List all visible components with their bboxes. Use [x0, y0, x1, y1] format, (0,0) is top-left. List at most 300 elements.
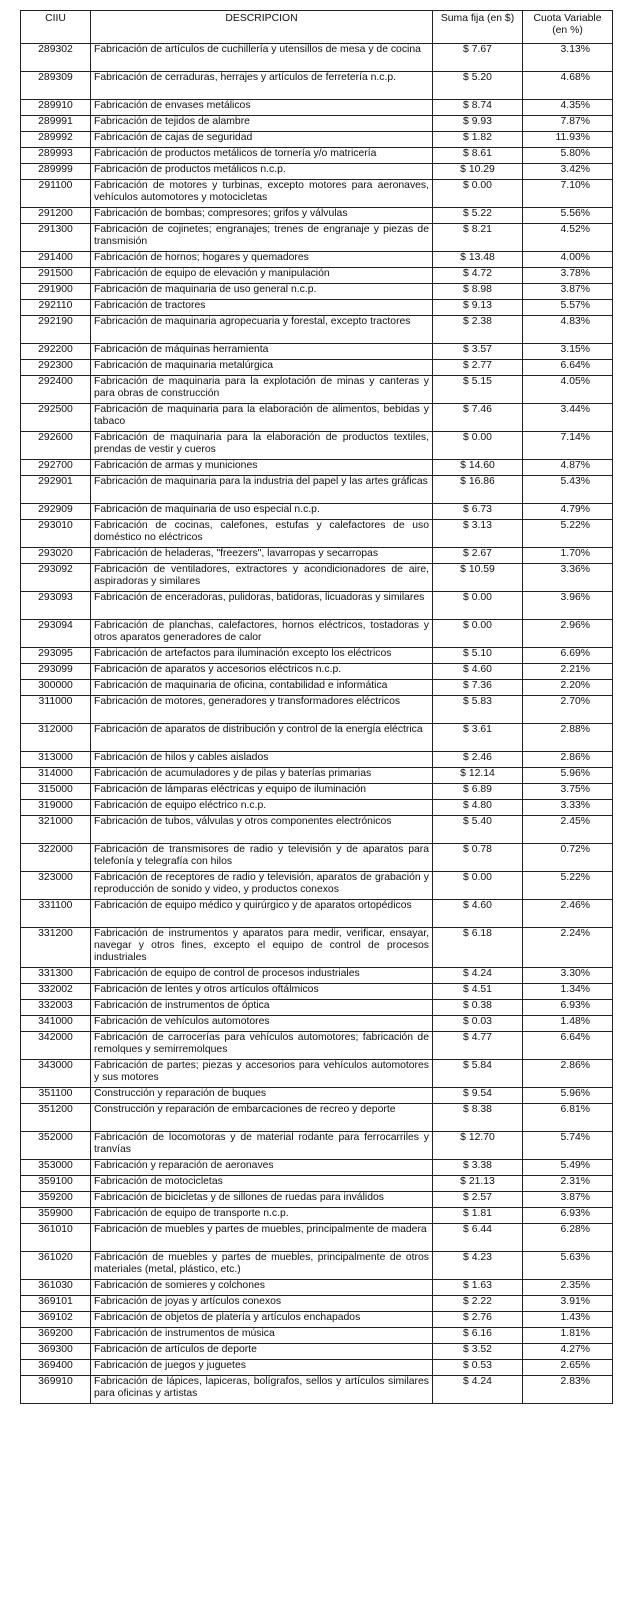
- suma-fija-cell: $ 0.00: [433, 872, 523, 900]
- cuota-variable-cell: 3.44%: [523, 404, 613, 432]
- table-row: [21, 376, 613, 404]
- suma-fija-cell: $ 0.00: [433, 432, 523, 460]
- description-cell: Fabricación de muebles y partes de muebles, principalmente de madera: [91, 1224, 433, 1252]
- cuota-variable-cell: 1.34%: [523, 984, 613, 1000]
- ciiu-cell: 311000: [21, 696, 91, 724]
- table-row: [21, 148, 613, 164]
- ciiu-cell: 293020: [21, 548, 91, 564]
- cuota-variable-cell: 6.28%: [523, 1224, 613, 1252]
- table-row: [21, 284, 613, 300]
- suma-fija-cell: $ 4.23: [433, 1252, 523, 1280]
- description-cell: Fabricación de cajas de seguridad: [91, 132, 433, 148]
- description-cell: Fabricación de envases metálicos: [91, 100, 433, 116]
- suma-fija-cell: $ 4.72: [433, 268, 523, 284]
- description-cell: Fabricación de instrumentos y aparatos para medir, verificar, ensayar, navegar y otros fines, excepto el equipo de control de procesos industriales: [91, 928, 433, 968]
- ciiu-cell: 331100: [21, 900, 91, 928]
- suma-fija-cell: $ 0.00: [433, 180, 523, 208]
- suma-fija-cell: $ 4.60: [433, 900, 523, 928]
- table-row: [21, 844, 613, 872]
- table-row: [21, 316, 613, 344]
- suma-fija-cell: $ 1.81: [433, 1208, 523, 1224]
- description-cell: Fabricación de bicicletas y de sillones de ruedas para inválidos: [91, 1192, 433, 1208]
- ciiu-cell: 292700: [21, 460, 91, 476]
- ciiu-cell: 300000: [21, 680, 91, 696]
- description-cell: Fabricación de equipo médico y quirúrgico y de aparatos ortopédicos: [91, 900, 433, 928]
- cuota-variable-cell: 4.87%: [523, 460, 613, 476]
- table-row: [21, 164, 613, 180]
- description-cell: Fabricación de maquinaria para la elaboración de alimentos, bebidas y tabaco: [91, 404, 433, 432]
- ciiu-cell: 292400: [21, 376, 91, 404]
- description-cell: Fabricación de ventiladores, extractores y acondicionadores de aire, aspiradoras y similares: [91, 564, 433, 592]
- cuota-variable-cell: 2.21%: [523, 664, 613, 680]
- table-row: [21, 1360, 613, 1376]
- ciiu-cell: 312000: [21, 724, 91, 752]
- ciiu-cell: 321000: [21, 816, 91, 844]
- header-suma-fija: Suma fija (en $): [433, 11, 523, 44]
- table-row: [21, 132, 613, 148]
- suma-fija-cell: $ 8.38: [433, 1104, 523, 1132]
- ciiu-cell: 289991: [21, 116, 91, 132]
- table-row: [21, 1016, 613, 1032]
- suma-fija-cell: $ 21.13: [433, 1176, 523, 1192]
- table-row: [21, 460, 613, 476]
- ciiu-cell: 292901: [21, 476, 91, 504]
- header-cuota-variable: Cuota Variable (en %): [523, 11, 613, 44]
- cuota-variable-cell: 5.80%: [523, 148, 613, 164]
- suma-fija-cell: $ 0.03: [433, 1016, 523, 1032]
- description-cell: Fabricación de muebles y partes de muebles, principalmente de otros materiales (metal, plástico, etc.): [91, 1252, 433, 1280]
- ciiu-cell: 291100: [21, 180, 91, 208]
- ciiu-cell: 351200: [21, 1104, 91, 1132]
- table-row: [21, 1376, 613, 1404]
- description-cell: Fabricación de lámparas eléctricas y equipo de iluminación: [91, 784, 433, 800]
- table-row: [21, 592, 613, 620]
- cuota-variable-cell: 3.33%: [523, 800, 613, 816]
- description-cell: Fabricación de hilos y cables aislados: [91, 752, 433, 768]
- description-cell: Fabricación de bombas; compresores; grifos y válvulas: [91, 208, 433, 224]
- ciiu-cell: 292600: [21, 432, 91, 460]
- cuota-variable-cell: 7.14%: [523, 432, 613, 460]
- suma-fija-cell: $ 10.29: [433, 164, 523, 180]
- cuota-variable-cell: 5.96%: [523, 1088, 613, 1104]
- header-descripcion: DESCRIPCION: [91, 11, 433, 44]
- ciiu-cell: 341000: [21, 1016, 91, 1032]
- cuota-variable-cell: 5.74%: [523, 1132, 613, 1160]
- cuota-variable-cell: 3.78%: [523, 268, 613, 284]
- cuota-variable-cell: 2.86%: [523, 752, 613, 768]
- table-row: [21, 1224, 613, 1252]
- cuota-variable-cell: 3.75%: [523, 784, 613, 800]
- description-cell: Fabricación de artefactos para iluminación excepto los eléctricos: [91, 648, 433, 664]
- suma-fija-cell: $ 5.22: [433, 208, 523, 224]
- suma-fija-cell: $ 2.22: [433, 1296, 523, 1312]
- ciiu-cell: 331200: [21, 928, 91, 968]
- suma-fija-cell: $ 5.84: [433, 1060, 523, 1088]
- suma-fija-cell: $ 9.13: [433, 300, 523, 316]
- description-cell: Fabricación de motocicletas: [91, 1176, 433, 1192]
- ciiu-cell: 292909: [21, 504, 91, 520]
- cuota-variable-cell: 5.63%: [523, 1252, 613, 1280]
- description-cell: Fabricación de equipo eléctrico n.c.p.: [91, 800, 433, 816]
- ciiu-cell: 369400: [21, 1360, 91, 1376]
- suma-fija-cell: $ 6.73: [433, 504, 523, 520]
- ciiu-cell: 315000: [21, 784, 91, 800]
- suma-fija-cell: $ 4.77: [433, 1032, 523, 1060]
- table-row: [21, 360, 613, 376]
- cuota-variable-cell: 4.52%: [523, 224, 613, 252]
- table-body: [21, 44, 613, 1404]
- description-cell: Fabricación de joyas y artículos conexos: [91, 1296, 433, 1312]
- ciiu-cell: 289910: [21, 100, 91, 116]
- ciiu-cell: 291900: [21, 284, 91, 300]
- ciiu-cell: 293092: [21, 564, 91, 592]
- ciiu-cell: 292200: [21, 344, 91, 360]
- suma-fija-cell: $ 6.16: [433, 1328, 523, 1344]
- ciiu-cell: 293093: [21, 592, 91, 620]
- ciiu-cell: 359200: [21, 1192, 91, 1208]
- description-cell: Fabricación de motores, generadores y transformadores eléctricos: [91, 696, 433, 724]
- description-cell: Fabricación de lápices, lapiceras, bolígrafos, sellos y artículos similares para oficinas y artistas: [91, 1376, 433, 1404]
- suma-fija-cell: $ 0.00: [433, 592, 523, 620]
- description-cell: Fabricación de máquinas herramienta: [91, 344, 433, 360]
- description-cell: Fabricación de cocinas, calefones, estufas y calefactores de uso doméstico no eléctricos: [91, 520, 433, 548]
- cuota-variable-cell: 6.69%: [523, 648, 613, 664]
- ciiu-cell: 369102: [21, 1312, 91, 1328]
- cuota-variable-cell: 3.96%: [523, 592, 613, 620]
- table-row: [21, 1192, 613, 1208]
- description-cell: Fabricación de maquinaria para la industria del papel y las artes gráficas: [91, 476, 433, 504]
- cuota-variable-cell: 5.22%: [523, 872, 613, 900]
- ciiu-cell: 289993: [21, 148, 91, 164]
- suma-fija-cell: $ 5.40: [433, 816, 523, 844]
- suma-fija-cell: $ 10.59: [433, 564, 523, 592]
- cuota-variable-cell: 4.00%: [523, 252, 613, 268]
- cuota-variable-cell: 4.83%: [523, 316, 613, 344]
- description-cell: Fabricación de lentes y otros artículos oftálmicos: [91, 984, 433, 1000]
- cuota-variable-cell: 3.42%: [523, 164, 613, 180]
- table-row: [21, 180, 613, 208]
- description-cell: Fabricación de instrumentos de música: [91, 1328, 433, 1344]
- description-cell: Fabricación de maquinaria de oficina, contabilidad e informática: [91, 680, 433, 696]
- description-cell: Fabricación de hornos; hogares y quemadores: [91, 252, 433, 268]
- cuota-variable-cell: 3.36%: [523, 564, 613, 592]
- suma-fija-cell: $ 5.10: [433, 648, 523, 664]
- ciiu-cell: 292190: [21, 316, 91, 344]
- ciiu-cell: 359900: [21, 1208, 91, 1224]
- suma-fija-cell: $ 3.13: [433, 520, 523, 548]
- table-row: [21, 252, 613, 268]
- suma-fija-cell: $ 4.60: [433, 664, 523, 680]
- description-cell: Fabricación de maquinaria agropecuaria y forestal, excepto tractores: [91, 316, 433, 344]
- header-ciiu: CIIU: [21, 11, 91, 44]
- suma-fija-cell: $ 16.86: [433, 476, 523, 504]
- table-row: [21, 1160, 613, 1176]
- description-cell: Fabricación de enceradoras, pulidoras, batidoras, licuadoras y similares: [91, 592, 433, 620]
- table-row: [21, 1296, 613, 1312]
- suma-fija-cell: $ 13.48: [433, 252, 523, 268]
- cuota-variable-cell: 11.93%: [523, 132, 613, 148]
- description-cell: Fabricación de armas y municiones: [91, 460, 433, 476]
- table-row: [21, 620, 613, 648]
- description-cell: Fabricación de receptores de radio y televisión, aparatos de grabación y reproducción de sonido y video, y productos conexos: [91, 872, 433, 900]
- cuota-variable-cell: 2.31%: [523, 1176, 613, 1192]
- suma-fija-cell: $ 1.63: [433, 1280, 523, 1296]
- ciiu-cell: 289992: [21, 132, 91, 148]
- cuota-variable-cell: 2.24%: [523, 928, 613, 968]
- suma-fija-cell: $ 14.60: [433, 460, 523, 476]
- table-row: [21, 1104, 613, 1132]
- cuota-variable-cell: 2.83%: [523, 1376, 613, 1404]
- ciiu-cell: 319000: [21, 800, 91, 816]
- ciiu-cell: 293099: [21, 664, 91, 680]
- ciiu-cell: 293010: [21, 520, 91, 548]
- description-cell: Fabricación de locomotoras y de material rodante para ferrocarriles y tranvías: [91, 1132, 433, 1160]
- suma-fija-cell: $ 12.14: [433, 768, 523, 784]
- description-cell: Fabricación de maquinaria de uso general n.c.p.: [91, 284, 433, 300]
- table-row: [21, 432, 613, 460]
- cuota-variable-cell: 0.72%: [523, 844, 613, 872]
- table-row: [21, 1032, 613, 1060]
- table-row: [21, 1132, 613, 1160]
- cuota-variable-cell: 5.22%: [523, 520, 613, 548]
- suma-fija-cell: $ 4.51: [433, 984, 523, 1000]
- table-row: [21, 900, 613, 928]
- table-row: [21, 116, 613, 132]
- tariff-table-page: [20, 10, 612, 1404]
- suma-fija-cell: $ 5.15: [433, 376, 523, 404]
- suma-fija-cell: $ 7.67: [433, 44, 523, 72]
- description-cell: Fabricación de partes; piezas y accesorios para vehículos automotores y sus motores: [91, 1060, 433, 1088]
- cuota-variable-cell: 5.57%: [523, 300, 613, 316]
- description-cell: Fabricación de cerraduras, herrajes y artículos de ferretería n.c.p.: [91, 72, 433, 100]
- suma-fija-cell: $ 5.83: [433, 696, 523, 724]
- table-row: [21, 1344, 613, 1360]
- cuota-variable-cell: 5.96%: [523, 768, 613, 784]
- description-cell: Fabricación de motores y turbinas, excepto motores para aeronaves, vehículos automotores y motocicletas: [91, 180, 433, 208]
- table-row: [21, 680, 613, 696]
- description-cell: Fabricación de maquinaria para la elaboración de productos textiles, prendas de vestir y cueros: [91, 432, 433, 460]
- table-row: [21, 1088, 613, 1104]
- ciiu-cell: 361010: [21, 1224, 91, 1252]
- description-cell: Fabricación de heladeras, "freezers", lavarropas y secarropas: [91, 548, 433, 564]
- table-row: [21, 44, 613, 72]
- table-row: [21, 648, 613, 664]
- ciiu-cell: 289999: [21, 164, 91, 180]
- description-cell: Fabricación de artículos de deporte: [91, 1344, 433, 1360]
- suma-fija-cell: $ 9.54: [433, 1088, 523, 1104]
- description-cell: Fabricación de juegos y juguetes: [91, 1360, 433, 1376]
- table-row: [21, 1176, 613, 1192]
- suma-fija-cell: $ 0.53: [433, 1360, 523, 1376]
- ciiu-cell: 369910: [21, 1376, 91, 1404]
- table-row: [21, 404, 613, 432]
- description-cell: Construcción y reparación de embarcaciones de recreo y deporte: [91, 1104, 433, 1132]
- cuota-variable-cell: 7.87%: [523, 116, 613, 132]
- cuota-variable-cell: 2.35%: [523, 1280, 613, 1296]
- cuota-variable-cell: 6.93%: [523, 1000, 613, 1016]
- table-row: [21, 1312, 613, 1328]
- ciiu-cell: 359100: [21, 1176, 91, 1192]
- table-row: [21, 504, 613, 520]
- cuota-variable-cell: 2.96%: [523, 620, 613, 648]
- description-cell: Fabricación de equipo de transporte n.c.p.: [91, 1208, 433, 1224]
- cuota-variable-cell: 6.64%: [523, 360, 613, 376]
- ciiu-cell: 351100: [21, 1088, 91, 1104]
- description-cell: Fabricación de aparatos de distribución y control de la energía eléctrica: [91, 724, 433, 752]
- description-cell: Fabricación de acumuladores y de pilas y baterías primarias: [91, 768, 433, 784]
- description-cell: Fabricación de maquinaria para la explotación de minas y canteras y para obras de construcción: [91, 376, 433, 404]
- description-cell: Fabricación de planchas, calefactores, hornos eléctricos, tostadoras y otros aparatos generadores de calor: [91, 620, 433, 648]
- ciiu-cell: 291300: [21, 224, 91, 252]
- suma-fija-cell: $ 0.00: [433, 620, 523, 648]
- ciiu-cell: 322000: [21, 844, 91, 872]
- description-cell: Fabricación de vehículos automotores: [91, 1016, 433, 1032]
- suma-fija-cell: $ 8.21: [433, 224, 523, 252]
- ciiu-cell: 369200: [21, 1328, 91, 1344]
- cuota-variable-cell: 6.93%: [523, 1208, 613, 1224]
- description-cell: Fabricación de somieres y colchones: [91, 1280, 433, 1296]
- cuota-variable-cell: 4.35%: [523, 100, 613, 116]
- table-row: [21, 1252, 613, 1280]
- description-cell: Fabricación de equipo de control de procesos industriales: [91, 968, 433, 984]
- table-row: [21, 268, 613, 284]
- ciiu-tariff-table: [20, 10, 613, 1404]
- ciiu-cell: 293095: [21, 648, 91, 664]
- suma-fija-cell: $ 3.57: [433, 344, 523, 360]
- ciiu-cell: 352000: [21, 1132, 91, 1160]
- cuota-variable-cell: 3.30%: [523, 968, 613, 984]
- description-cell: Fabricación de tubos, válvulas y otros componentes electrónicos: [91, 816, 433, 844]
- cuota-variable-cell: 3.13%: [523, 44, 613, 72]
- table-row: [21, 928, 613, 968]
- suma-fija-cell: $ 4.80: [433, 800, 523, 816]
- cuota-variable-cell: 5.43%: [523, 476, 613, 504]
- cuota-variable-cell: 6.81%: [523, 1104, 613, 1132]
- table-row: [21, 696, 613, 724]
- cuota-variable-cell: 2.20%: [523, 680, 613, 696]
- description-cell: Fabricación de productos metálicos n.c.p.: [91, 164, 433, 180]
- table-row: [21, 208, 613, 224]
- cuota-variable-cell: 3.87%: [523, 284, 613, 300]
- table-row: [21, 476, 613, 504]
- table-row: [21, 1000, 613, 1016]
- table-row: [21, 752, 613, 768]
- ciiu-cell: 289302: [21, 44, 91, 72]
- table-row: [21, 564, 613, 592]
- cuota-variable-cell: 4.79%: [523, 504, 613, 520]
- header-row: [21, 11, 613, 44]
- cuota-variable-cell: 3.15%: [523, 344, 613, 360]
- ciiu-cell: 353000: [21, 1160, 91, 1176]
- suma-fija-cell: $ 2.77: [433, 360, 523, 376]
- table-row: [21, 984, 613, 1000]
- suma-fija-cell: $ 1.82: [433, 132, 523, 148]
- suma-fija-cell: $ 6.44: [433, 1224, 523, 1252]
- suma-fija-cell: $ 2.57: [433, 1192, 523, 1208]
- ciiu-cell: 314000: [21, 768, 91, 784]
- table-row: [21, 100, 613, 116]
- ciiu-cell: 289309: [21, 72, 91, 100]
- description-cell: Fabricación de transmisores de radio y televisión y de aparatos para telefonía y telegrafía con hilos: [91, 844, 433, 872]
- cuota-variable-cell: 1.70%: [523, 548, 613, 564]
- suma-fija-cell: $ 8.61: [433, 148, 523, 164]
- table-row: [21, 72, 613, 100]
- suma-fija-cell: $ 2.46: [433, 752, 523, 768]
- cuota-variable-cell: 1.48%: [523, 1016, 613, 1032]
- ciiu-cell: 342000: [21, 1032, 91, 1060]
- table-row: [21, 800, 613, 816]
- description-cell: Fabricación de equipo de elevación y manipulación: [91, 268, 433, 284]
- cuota-variable-cell: 3.87%: [523, 1192, 613, 1208]
- table-row: [21, 1208, 613, 1224]
- cuota-variable-cell: 5.49%: [523, 1160, 613, 1176]
- table-row: [21, 664, 613, 680]
- cuota-variable-cell: 1.43%: [523, 1312, 613, 1328]
- cuota-variable-cell: 1.81%: [523, 1328, 613, 1344]
- ciiu-cell: 292500: [21, 404, 91, 432]
- suma-fija-cell: $ 7.46: [433, 404, 523, 432]
- ciiu-cell: 293094: [21, 620, 91, 648]
- ciiu-cell: 291500: [21, 268, 91, 284]
- table-row: [21, 968, 613, 984]
- suma-fija-cell: $ 3.38: [433, 1160, 523, 1176]
- suma-fija-cell: $ 3.61: [433, 724, 523, 752]
- cuota-variable-cell: 4.68%: [523, 72, 613, 100]
- suma-fija-cell: $ 6.18: [433, 928, 523, 968]
- suma-fija-cell: $ 0.78: [433, 844, 523, 872]
- suma-fija-cell: $ 2.38: [433, 316, 523, 344]
- ciiu-cell: 361020: [21, 1252, 91, 1280]
- description-cell: Fabricación de cojinetes; engranajes; trenes de engranaje y piezas de transmisión: [91, 224, 433, 252]
- description-cell: Fabricación de productos metálicos de tornería y/o matricería: [91, 148, 433, 164]
- table-row: [21, 224, 613, 252]
- table-row: [21, 872, 613, 900]
- cuota-variable-cell: 2.70%: [523, 696, 613, 724]
- table-row: [21, 344, 613, 360]
- cuota-variable-cell: 2.45%: [523, 816, 613, 844]
- ciiu-cell: 331300: [21, 968, 91, 984]
- suma-fija-cell: $ 3.52: [433, 1344, 523, 1360]
- table-row: [21, 768, 613, 784]
- ciiu-cell: 313000: [21, 752, 91, 768]
- suma-fija-cell: $ 2.76: [433, 1312, 523, 1328]
- description-cell: Fabricación de tractores: [91, 300, 433, 316]
- description-cell: Construcción y reparación de buques: [91, 1088, 433, 1104]
- suma-fija-cell: $ 8.98: [433, 284, 523, 300]
- description-cell: Fabricación de carrocerías para vehículos automotores; fabricación de remolques y semirremolques: [91, 1032, 433, 1060]
- description-cell: Fabricación y reparación de aeronaves: [91, 1160, 433, 1176]
- ciiu-cell: 332003: [21, 1000, 91, 1016]
- cuota-variable-cell: 2.88%: [523, 724, 613, 752]
- description-cell: Fabricación de tejidos de alambre: [91, 116, 433, 132]
- ciiu-cell: 292300: [21, 360, 91, 376]
- suma-fija-cell: $ 8.74: [433, 100, 523, 116]
- ciiu-cell: 323000: [21, 872, 91, 900]
- description-cell: Fabricación de instrumentos de óptica: [91, 1000, 433, 1016]
- table-row: [21, 784, 613, 800]
- ciiu-cell: 332002: [21, 984, 91, 1000]
- table-row: [21, 1280, 613, 1296]
- table-row: [21, 1060, 613, 1088]
- table-row: [21, 1328, 613, 1344]
- description-cell: Fabricación de aparatos y accesorios eléctricos n.c.p.: [91, 664, 433, 680]
- table-row: [21, 300, 613, 316]
- ciiu-cell: 361030: [21, 1280, 91, 1296]
- cuota-variable-cell: 2.86%: [523, 1060, 613, 1088]
- suma-fija-cell: $ 12.70: [433, 1132, 523, 1160]
- ciiu-cell: 291400: [21, 252, 91, 268]
- cuota-variable-cell: 4.05%: [523, 376, 613, 404]
